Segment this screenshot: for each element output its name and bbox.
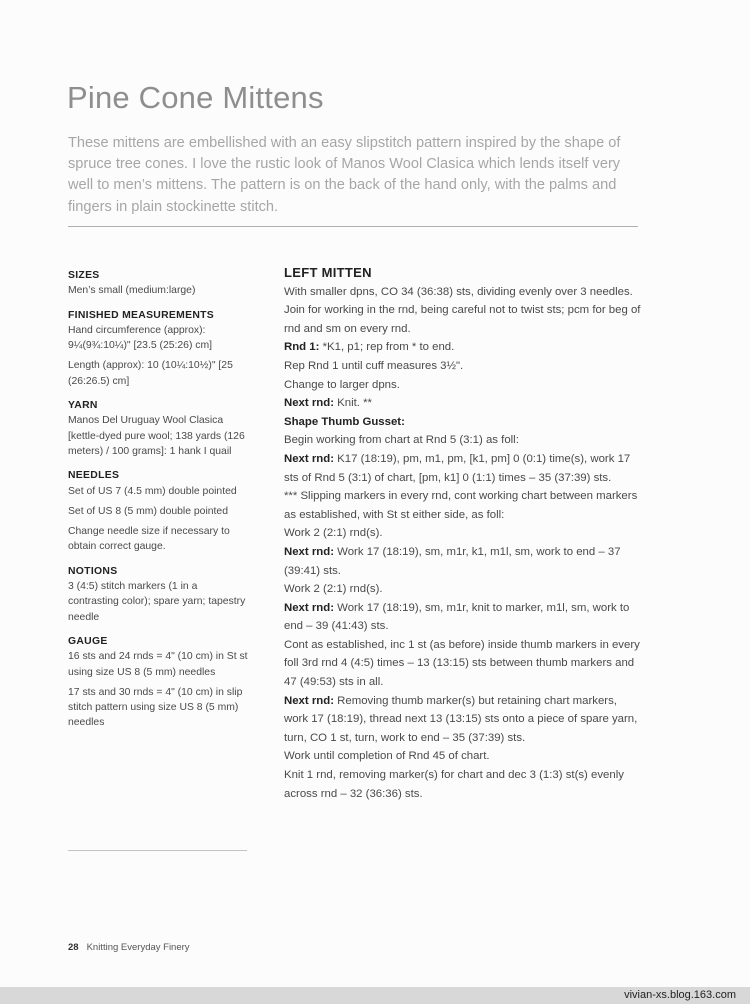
- sizes-text: Men’s small (medium:large): [68, 285, 196, 297]
- page-number: 28: [68, 942, 79, 953]
- gauge-heading: GAUGE: [68, 635, 108, 647]
- instruction-line: *** Slipping markers in every rnd, cont working chart between markers as established, with St st either side, as foll:: [284, 490, 638, 521]
- book-title: Knitting Everyday Finery: [86, 942, 190, 953]
- instruction-text: Work 17 (18:19), sm, m1r, knit to marker, m1l, sm, work to end – 39 (41:43) sts.: [284, 601, 630, 633]
- yarn-heading: YARN: [68, 400, 98, 412]
- watermark-text: vivian-xs.blog.163.com: [624, 989, 736, 1001]
- finished-measurements-heading: FINISHED MEASUREMENTS: [68, 309, 215, 321]
- instruction-line: Cont as established, inc 1 st (as before) inside thumb markers in every foll 3rd rnd 4 (4:5) times – 13 (13:15) sts between thumb markers and 47 (49:53) sts in all.: [284, 638, 640, 689]
- instruction-line: With smaller dpns, CO 34 (36:38) sts, dividing evenly over 3 needles.: [284, 285, 633, 298]
- instruction-line: [284, 394, 644, 413]
- gauge-section: [68, 634, 250, 731]
- needles-section: [68, 468, 250, 554]
- instruction-line: [284, 338, 644, 357]
- thumb-gusset-heading: Shape Thumb Gusset:: [284, 415, 405, 428]
- gauge-text-1: 16 sts and 24 rnds = 4" (10 cm) in St st using size US 8 (5 mm) needles: [68, 651, 248, 678]
- instruction-label: Next rnd:: [284, 694, 334, 707]
- instruction-label: Next rnd:: [284, 452, 334, 465]
- sizes-heading: SIZES: [68, 270, 100, 281]
- instruction-label: Next rnd:: [284, 545, 334, 558]
- intro-paragraph: These mittens are embellished with an easy slipstitch pattern inspired by the shape of spruce tree cones. I love the rustic look of Manos Wool Clasica which lends itself very well to men’s mittens. The pattern is on the back of the hand only, with the palms and fingers in plain stockinette stitch.: [68, 135, 621, 215]
- needles-text-2: Set of US 8 (5 mm) double pointed: [68, 505, 228, 517]
- instruction-text: K17 (18:19), pm, m1, pm, [k1, pm] 0 (0:1) time(s), work 17 sts of Rnd 5 (3:1) of chart, [pm, k1] 0 (1:1) times – 35 (37:39) sts.: [284, 452, 631, 484]
- needles-text-3: Change needle size if necessary to obtain correct gauge.: [68, 526, 230, 553]
- instruction-line: [284, 543, 644, 580]
- instruction-line: Join for working in the rnd, being careful not to twist sts; pcm for beg of rnd and sm on every rnd.: [284, 304, 641, 335]
- instruction-line: Work until completion of Rnd 45 of chart.: [284, 750, 490, 763]
- instruction-label: Next rnd:: [284, 601, 334, 614]
- instruction-line: [284, 450, 644, 487]
- needles-heading: NEEDLES: [68, 470, 120, 482]
- instruction-line: Rep Rnd 1 until cuff measures 3½".: [284, 359, 464, 372]
- instruction-line: Change to larger dpns.: [284, 378, 400, 391]
- notions-text: 3 (4:5) stitch markers (1 in a contrasting color); spare yarn; tapestry needle: [68, 581, 246, 623]
- finished-measurements-section: [68, 308, 250, 389]
- instruction-line: Knit 1 rnd, removing marker(s) for chart and dec 3 (1:3) st(s) evenly across rnd – 32 (36:36) sts.: [284, 769, 624, 800]
- instruction-line: Begin working from chart at Rnd 5 (3:1) as foll:: [284, 434, 519, 447]
- yarn-section: [68, 398, 250, 459]
- sidebar-divider: [68, 850, 247, 851]
- title-divider: [68, 226, 638, 227]
- length-text: Length (approx): 10 (10¼:10½)" [25 (26:26.5) cm]: [68, 360, 233, 387]
- instruction-label: Rnd 1:: [284, 341, 320, 354]
- left-mitten-heading: LEFT MITTEN: [284, 265, 372, 280]
- instruction-text: Knit. **: [334, 397, 372, 410]
- instructions-column: [284, 264, 644, 803]
- page-title: Pine Cone Mittens: [67, 80, 324, 115]
- instruction-text: Work 17 (18:19), sm, m1r, k1, m1l, sm, work to end – 37 (39:41) sts.: [284, 545, 621, 577]
- gauge-text-2: 17 sts and 30 rnds = 4" (10 cm) in slip stitch pattern using size US 8 (5 mm) needles: [68, 686, 243, 729]
- instruction-label: Next rnd:: [284, 397, 334, 410]
- page-footer: [68, 942, 190, 953]
- hand-circumference-text: Hand circumference (approx): 9¼(9¾:10¼)" [23.5 (25:26) cm]: [68, 324, 213, 352]
- sizes-section: [68, 268, 250, 299]
- instruction-line: [284, 599, 644, 636]
- instruction-line: Work 2 (2:1) rnd(s).: [284, 527, 383, 540]
- notions-heading: NOTIONS: [68, 565, 118, 577]
- instruction-line: Work 2 (2:1) rnd(s).: [284, 583, 383, 596]
- instruction-text: Removing thumb marker(s) but retaining chart markers, work 17 (18:19), thread next 13 (13:15) sts onto a piece of spare yarn, turn, CO 1 st, turn, work to end – 35 (37:39) sts.: [284, 694, 638, 744]
- yarn-text: Manos Del Uruguay Wool Clasica [kettle-dyed pure wool; 138 yards (126 meters) / 100 grams]: 1 hank I quail: [68, 415, 245, 457]
- notions-section: [68, 564, 250, 625]
- instruction-line: [284, 692, 644, 748]
- needles-text-1: Set of US 7 (4.5 mm) double pointed: [68, 485, 237, 497]
- pattern-specs-sidebar: [68, 268, 250, 740]
- instruction-text: *K1, p1; rep from * to end.: [319, 341, 455, 354]
